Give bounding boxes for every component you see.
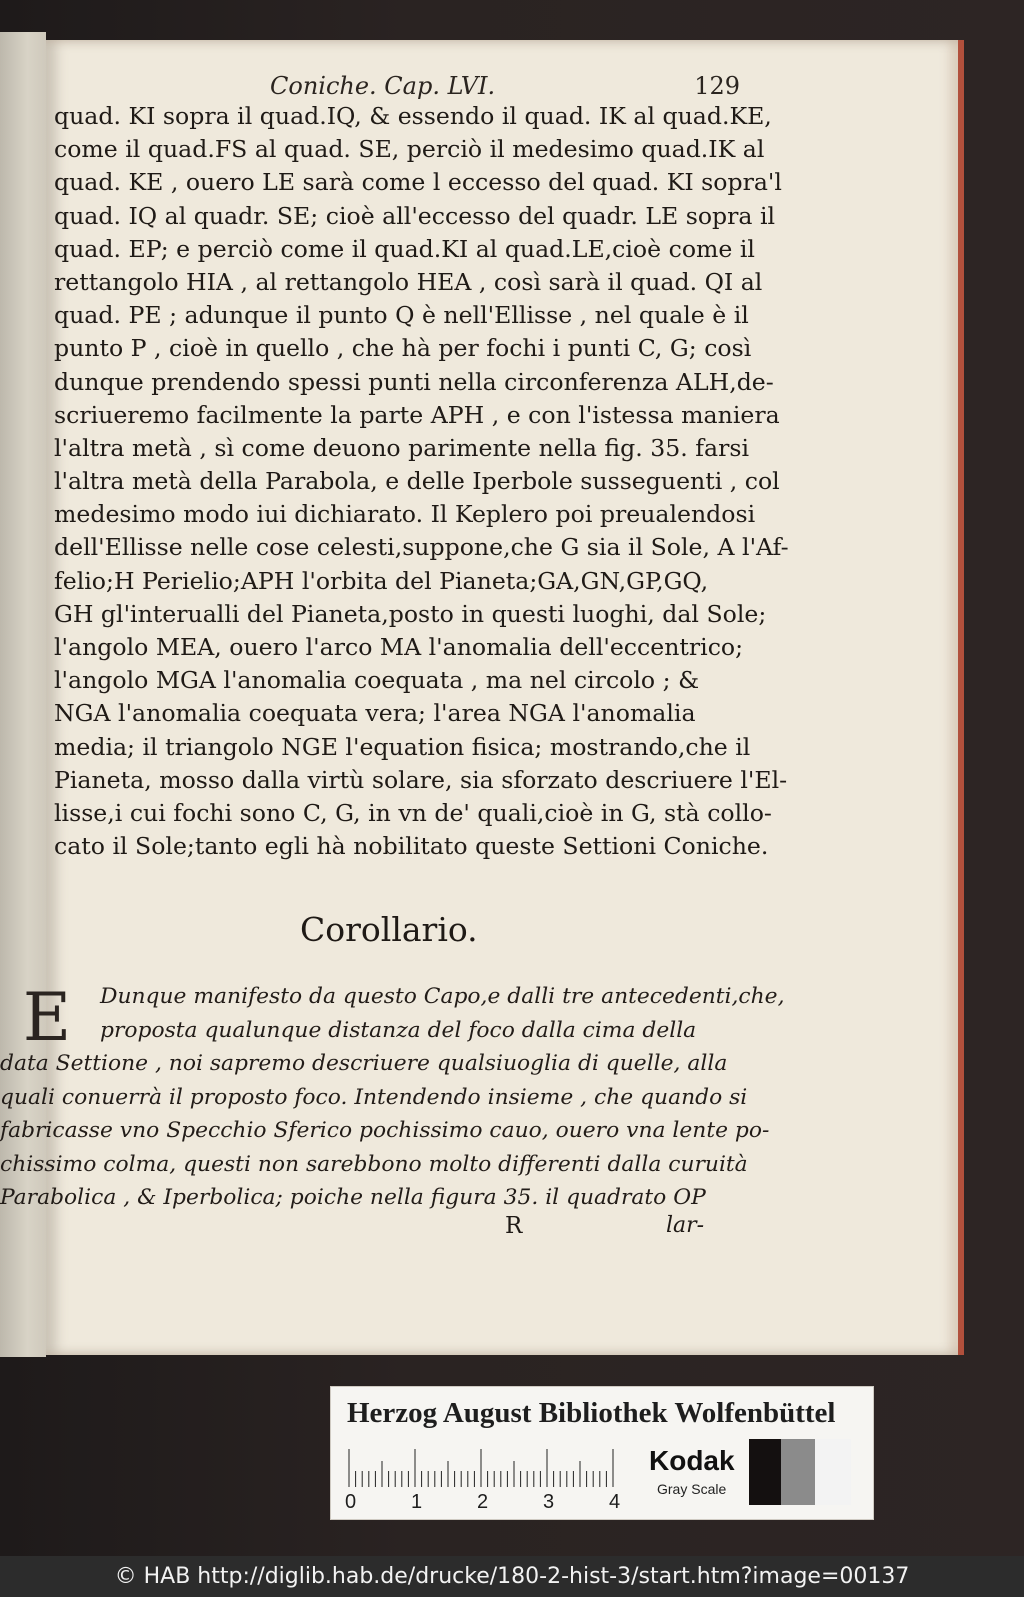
corollary-line: proposta qualunque distanza del foco dalla cima della (100, 1017, 697, 1043)
white-swatch (815, 1439, 851, 1505)
catchword: lar- (666, 1213, 705, 1238)
black-swatch (749, 1439, 781, 1505)
text-line: scriueremo facilmente la parte APH , e con l'istessa maniera (54, 400, 780, 429)
text-line: medesimo modo iui dichiarato. Il Keplero poi preualendosi (54, 500, 756, 529)
footer-credit[interactable]: © HAB http://diglib.hab.de/drucke/180-2-hist-3/start.htm?image=00137 (0, 1556, 1024, 1597)
text-line: punto P , cioè in quello , che hà per fochi i punti C, G; così (54, 334, 752, 363)
corollary-text (0, 980, 785, 1215)
gray-scale-label: Gray Scale (657, 1481, 727, 1497)
text-line: felio;H Perielio;APH l'orbita del Pianeta;GA,GN,GP,GQ, (54, 566, 709, 595)
section-heading: Corollario. (300, 910, 478, 949)
text-line: quad. PE ; adunque il punto Q è nell'Ellisse , nel quale è il (54, 301, 749, 330)
corollary-line: Parabolica , & Iperbolica; poiche nella figura 35. il quadrato OP (0, 1185, 706, 1210)
text-line: cato il Sole;tanto egli hà nobilitato queste Settioni Coniche. (54, 832, 769, 861)
ruler-number: 4 (609, 1491, 621, 1513)
corollary-line: Dunque manifesto da questo Capo,e dalli tre antecedenti,che, (100, 984, 785, 1009)
kodak-logo: Kodak (649, 1445, 735, 1476)
text-line: dell'Ellisse nelle cose celesti,suppone,che G sia il Sole, A l'Af- (54, 533, 789, 562)
text-line: quad. IQ al quadr. SE; cioè all'eccesso del quadr. LE sopra il (54, 201, 776, 230)
corollary-line: chissimo colma, questi non sarebbono molto differenti dalla curuità (0, 1151, 748, 1177)
ruler-number: 0 (345, 1491, 357, 1513)
ruler-number: 2 (477, 1491, 489, 1513)
drop-cap: E (22, 979, 72, 1056)
signature-mark: R (505, 1213, 523, 1239)
corollary-line: fabricasse vno Specchio Sferico pochissimo cauo, ouero vna lente po- (0, 1118, 770, 1143)
measurement-ruler (345, 1447, 637, 1513)
text-line: lisse,i cui fochi sono C, G, in vn de' quali,cioè in G, stà collo- (54, 798, 772, 827)
text-line: come il quad.FS al quad. SE, perciò il medesimo quad.IK al (54, 135, 765, 164)
text-line: rettangolo HIA , al rettangolo HEA , così sarà il quad. QI al (54, 267, 763, 296)
running-title: Coniche. Cap. LVI. (270, 72, 496, 100)
text-line: dunque prendendo spessi punti nella circonferenza ALH,de- (54, 367, 774, 396)
text-line: quad. KI sopra il quad.IQ, & essendo il quad. IK al quad.KE, (54, 102, 772, 130)
ruler-number: 1 (411, 1491, 423, 1513)
text-line: l'altra metà della Parabola, e delle Iperbole susseguenti , col (54, 467, 780, 496)
text-line: l'angolo MGA l'anomalia coequata , ma nel circolo ; & (54, 666, 700, 695)
color-scale-card (330, 1386, 874, 1520)
text-line: l'angolo MEA, ouero l'arco MA l'anomalia dell'eccentrico; (54, 633, 744, 661)
body-text (54, 100, 789, 863)
text-line: l'altra metà , sì come deuono parimente nella fig. 35. farsi (54, 433, 750, 462)
ruler-ticks-icon (347, 1447, 637, 1487)
corollary-line: quali conuerrà il proposto foco. Intendendo insieme , che quando si (0, 1084, 748, 1110)
text-line: quad. KE , ouero LE sarà come l eccesso del quad. KI sopra'l (54, 168, 782, 197)
text-line: media; il triangolo NGE l'equation fisica; mostrando,che il (54, 732, 751, 761)
gray-swatch (781, 1439, 815, 1505)
corollary-line: data Settione , noi sapremo descriuere qualsiuoglia di quelle, alla (0, 1051, 728, 1076)
text-line: NGA l'anomalia coequata vera; l'area NGA l'anomalia (54, 699, 696, 728)
library-name: Herzog August Bibliothek Wolfenbüttel (347, 1397, 836, 1429)
page-number: 129 (694, 72, 740, 100)
text-line: Pianeta, mosso dalla virtù solare, sia sforzato descriuere l'El- (54, 765, 788, 794)
text-line: GH gl'interualli del Pianeta,posto in questi luoghi, dal Sole; (54, 599, 767, 628)
ruler-number: 3 (543, 1491, 555, 1513)
text-line: quad. EP; e perciò come il quad.KI al quad.LE,cioè come il (54, 234, 755, 263)
